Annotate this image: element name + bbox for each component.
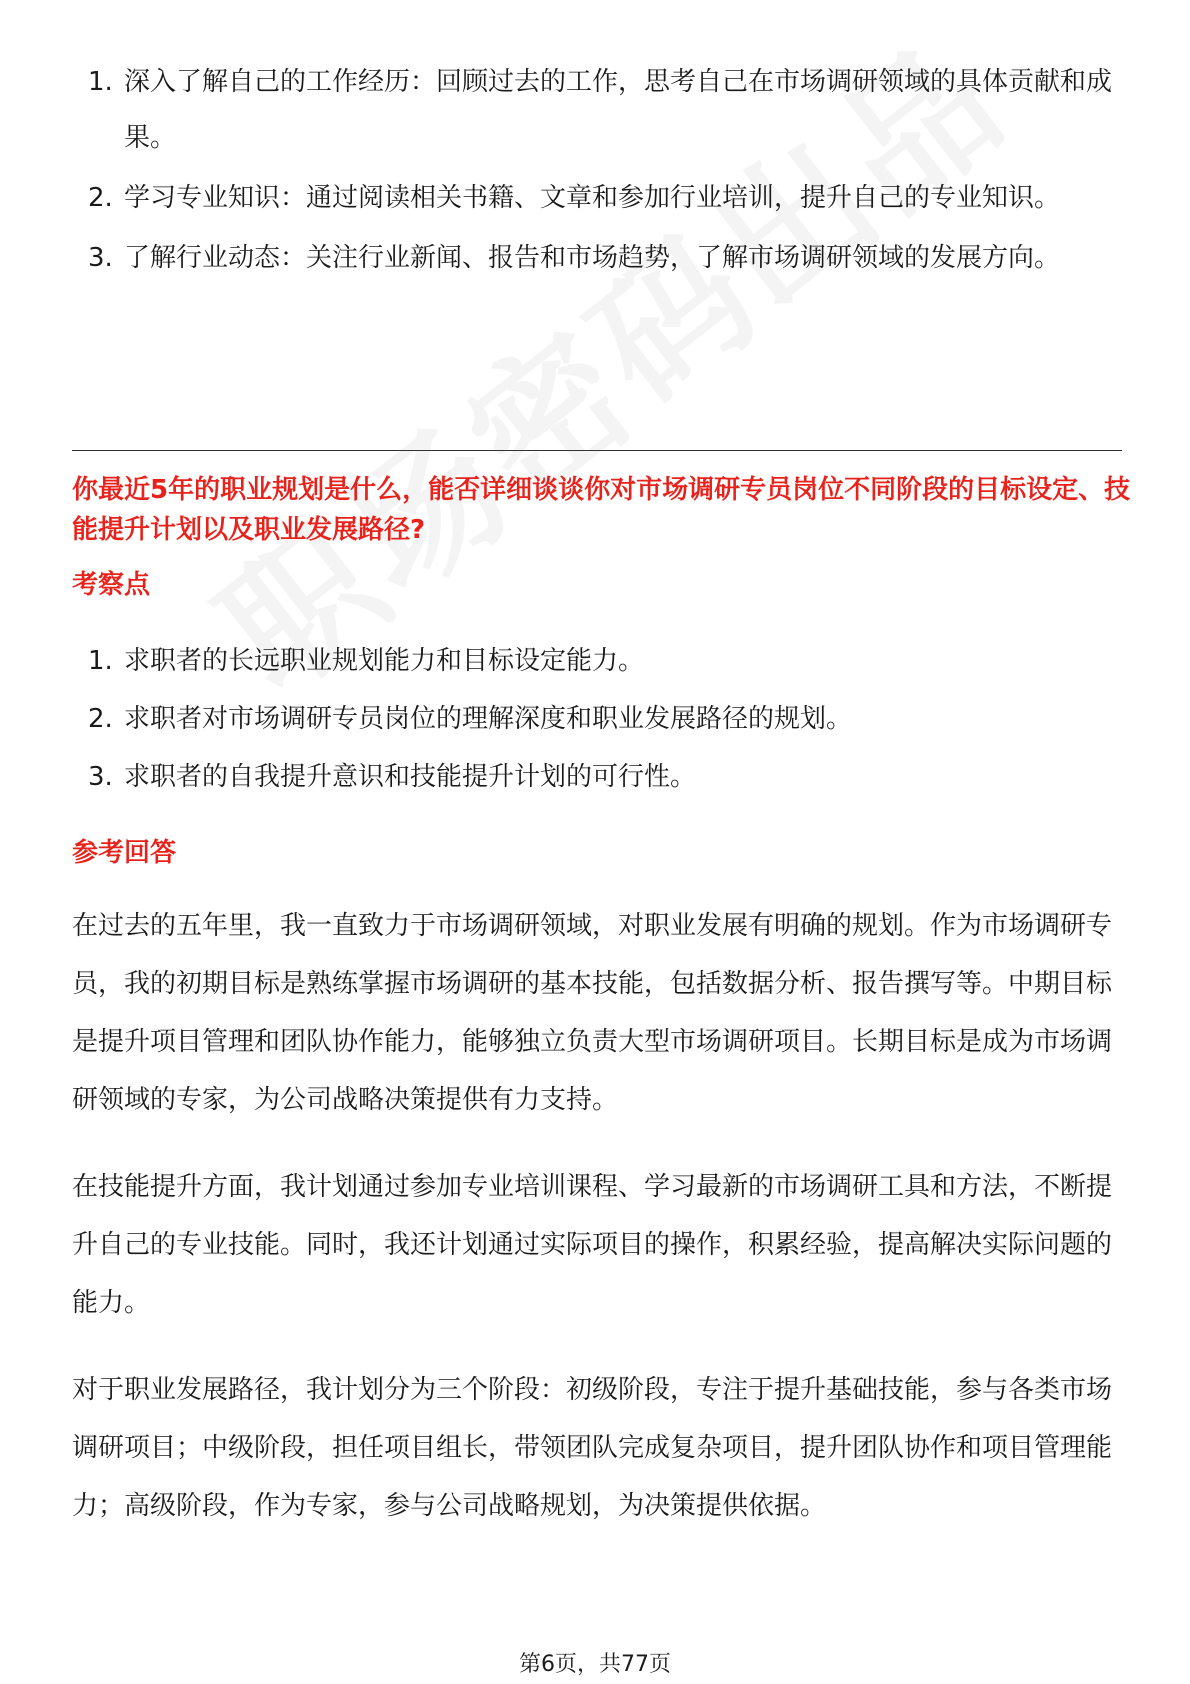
answer-paragraph-1: 在过去的五年里，我一直致力于市场调研领域，对职业发展有明确的规划。作为市场调研专员，我的初期目标是熟练掌握市场调研的基本技能，包括数据分析、报告撰写等。中期目标是提升项目管理和团队协作能力，能够独立负责大型市场调研项目。长期目标是成为市场调研领域的专家，为公司战略决策提供有力支持。 (72, 911, 1113, 1115)
list-item-text: 求职者的长远职业规划能力和目标设定能力。 (124, 646, 645, 676)
answer-paragraph-3: 对于职业发展路径，我计划分为三个阶段：初级阶段，专注于提升基础技能，参与各类市场调研项目；中级阶段，担任项目组长，带领团队完成复杂项目，提升团队协作和项目管理能力；高级阶段，作为专家，参与公司战略规划，为决策提供依据。 (72, 1375, 1113, 1521)
list-item (72, 748, 1122, 806)
list-item (72, 170, 1122, 226)
list-number: 2. (88, 704, 113, 734)
list-item (72, 54, 1122, 166)
list-number: 1. (88, 646, 113, 676)
section-divider (72, 450, 1122, 451)
intro-list (72, 54, 1122, 290)
list-number: 1. (88, 67, 113, 97)
answer-heading: 参考回答 (72, 838, 177, 868)
answer-paragraph-2: 在技能提升方面，我计划通过参加专业培训课程、学习最新的市场调研工具和方法，不断提升自己的专业技能。同时，我还计划通过实际项目的操作，积累经验，提高解决实际问题的能力。 (72, 1172, 1113, 1318)
list-item-text: 深入了解自己的工作经历：回顾过去的工作，思考自己在市场调研领域的具体贡献和成果。 (124, 67, 1113, 153)
list-number: 3. (88, 762, 113, 792)
question-heading: 你最近5年的职业规划是什么，能否详细谈谈你对市场调研专员岗位不同阶段的目标设定、技能提升计划以及职业发展路径? (72, 475, 1131, 545)
list-item-text: 学习专业知识：通过阅读相关书籍、文章和参加行业培训，提升自己的专业知识。 (124, 183, 1061, 213)
list-number: 3. (88, 243, 113, 273)
list-item-text: 了解行业动态：关注行业新闻、报告和市场趋势，了解市场调研领域的发展方向。 (124, 243, 1061, 273)
list-number: 2. (88, 183, 113, 213)
list-item (72, 230, 1122, 286)
list-item (72, 632, 1122, 690)
points-heading: 考察点 (72, 570, 151, 600)
list-item-text: 求职者对市场调研专员岗位的理解深度和职业发展路径的规划。 (124, 704, 853, 734)
page-number: 第6页，共77页 (519, 1652, 671, 1677)
points-list (72, 632, 1122, 806)
list-item (72, 690, 1122, 748)
list-item-text: 求职者的自我提升意识和技能提升计划的可行性。 (124, 762, 697, 792)
